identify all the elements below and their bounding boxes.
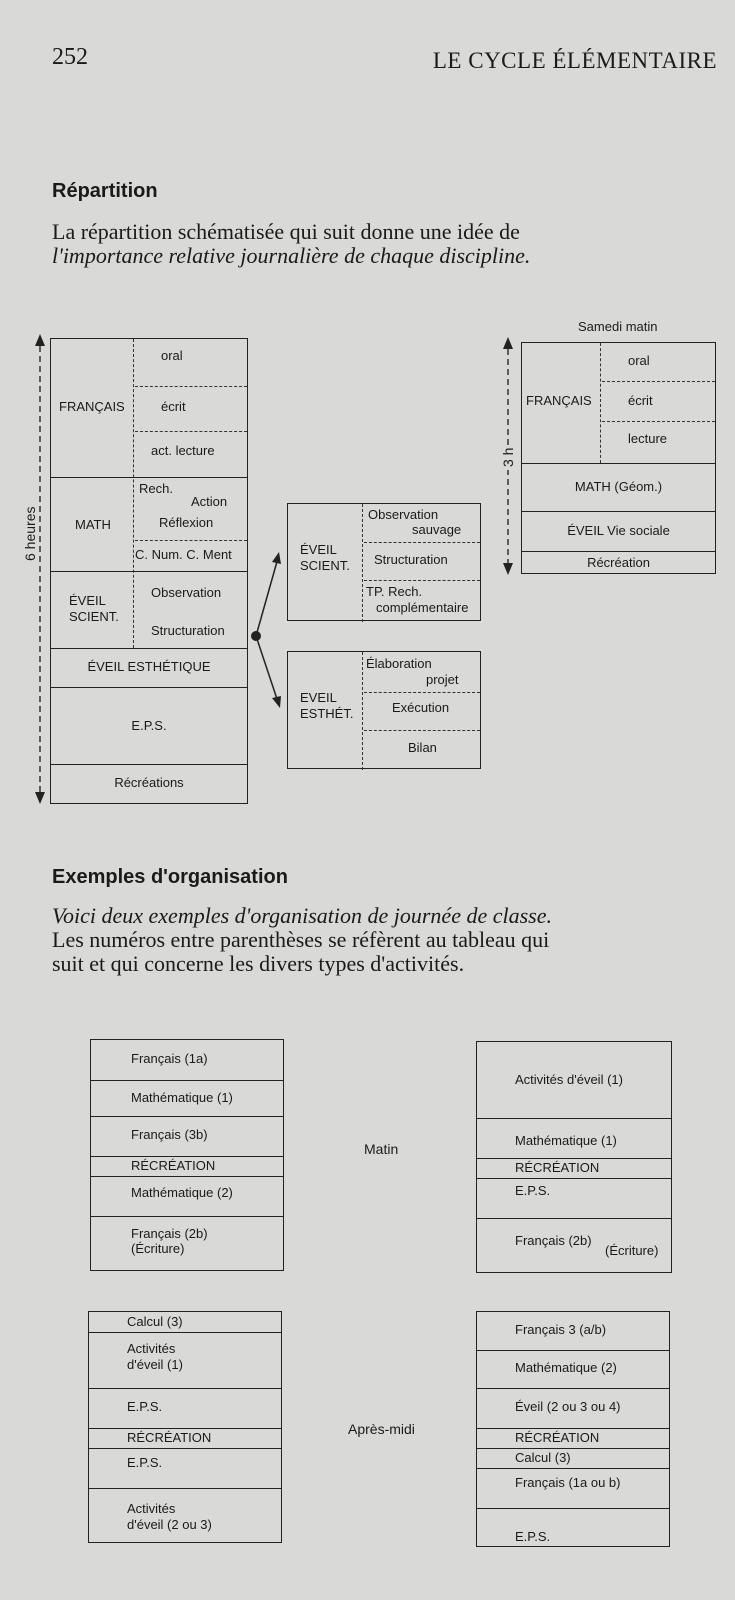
detail-scient-box	[287, 503, 481, 621]
schedule-right-morning	[476, 1041, 672, 1273]
duration-arrow	[28, 334, 52, 804]
saturday-math: MATH (Géom.)	[574, 479, 663, 494]
left-morning-item-5: Mathématique (2)	[131, 1185, 233, 1200]
saturday-oral: oral	[628, 353, 650, 368]
left-morning-item-3: Français (3b)	[131, 1127, 208, 1142]
right-morning-item-2: Mathématique (1)	[515, 1133, 617, 1148]
left-afternoon-item-4: E.P.S.	[127, 1399, 163, 1414]
page-number: 252	[52, 44, 88, 70]
daily-eps: E.P.S.	[131, 718, 167, 733]
esthet-projet: projet	[426, 672, 459, 687]
scient-complementaire: complémentaire	[376, 600, 469, 615]
saturday-lecture: lecture	[628, 431, 668, 446]
left-afternoon-item-3: d'éveil (1)	[127, 1357, 183, 1372]
daily-action: Action	[191, 494, 228, 509]
daily-reflexion: Réflexion	[159, 515, 214, 530]
detail-esthet-box	[287, 651, 481, 769]
right-afternoon-item-6: Français (1a ou b)	[515, 1475, 621, 1490]
duration-label: 6 heures	[22, 504, 38, 564]
daily-box	[50, 338, 248, 804]
left-afternoon-item-5: RÉCRÉATION	[127, 1430, 212, 1445]
right-afternoon-item-7: E.P.S.	[515, 1529, 551, 1544]
left-morning-item-7: (Écriture)	[131, 1241, 185, 1256]
daily-math: MATH	[75, 517, 111, 532]
daily-structuration: Structuration	[151, 623, 225, 638]
esthet-bilan: Bilan	[408, 740, 437, 755]
daily-c-num: C. Num. C. Ment	[135, 547, 232, 562]
left-morning-item-6: Français (2b)	[131, 1226, 208, 1241]
daily-recreations: Récréations	[114, 775, 184, 790]
left-afternoon-item-6: E.P.S.	[127, 1455, 163, 1470]
esthet-label-2: ESTHÉT.	[300, 706, 354, 721]
right-afternoon-item-2: Mathématique (2)	[515, 1360, 617, 1375]
esthet-elaboration: Élaboration	[366, 656, 432, 671]
right-morning-item-3: RÉCRÉATION	[515, 1160, 600, 1175]
saturday-francais: FRANÇAIS	[526, 393, 592, 408]
right-morning-item-4: E.P.S.	[515, 1183, 551, 1198]
repartition-paragraph	[52, 220, 717, 268]
running-head: LE CYCLE ÉLÉMENTAIRE	[432, 48, 717, 73]
left-afternoon-item-1: Calcul (3)	[127, 1314, 183, 1329]
daily-eveil-scient-1: ÉVEIL	[69, 593, 106, 608]
schedule-left-afternoon	[88, 1311, 282, 1543]
esthet-execution: Exécution	[392, 700, 450, 715]
saturday-box	[521, 342, 716, 574]
exemples-paragraph	[52, 904, 717, 976]
left-afternoon-item-7: Activités	[127, 1501, 176, 1516]
daily-observation: Observation	[151, 585, 222, 600]
matin-label: Matin	[364, 1141, 399, 1157]
saturday-eveil: ÉVEIL Vie sociale	[567, 523, 670, 538]
scient-observation: Observation	[368, 507, 439, 522]
scient-sauvage: sauvage	[412, 522, 462, 537]
right-afternoon-item-1: Français 3 (a/b)	[515, 1322, 607, 1337]
scient-label-2: SCIENT.	[300, 558, 350, 573]
right-afternoon-item-3: Éveil (2 ou 3 ou 4)	[515, 1399, 621, 1414]
daily-oral: oral	[161, 348, 183, 363]
daily-ecrit: écrit	[161, 399, 186, 414]
daily-act-lecture: act. lecture	[151, 443, 215, 458]
saturday-duration: 3 h	[500, 445, 516, 470]
scient-tp-rech: TP. Rech.	[366, 584, 423, 599]
saturday-recreation: Récréation	[587, 555, 650, 570]
section-heading-exemples: Exemples d'organisation	[52, 866, 288, 888]
daily-eveil-esthetique: ÉVEIL ESTHÉTIQUE	[87, 659, 211, 674]
saturday-ecrit: écrit	[628, 393, 653, 408]
right-afternoon-item-4: RÉCRÉATION	[515, 1430, 600, 1445]
schedule-right-afternoon	[476, 1311, 670, 1547]
connector-arrows	[248, 550, 288, 710]
left-afternoon-item-8: d'éveil (2 ou 3)	[127, 1517, 212, 1532]
left-morning-item-1: Français (1a)	[131, 1051, 208, 1066]
apres-midi-label: Après-midi	[348, 1421, 415, 1437]
esthet-label-1: EVEIL	[300, 690, 337, 705]
daily-eveil-scient-2: SCIENT.	[69, 609, 119, 624]
left-morning-item-2: Mathématique (1)	[131, 1090, 233, 1105]
left-afternoon-item-2: Activités	[127, 1341, 176, 1356]
saturday-title: Samedi matin	[578, 319, 658, 334]
schedule-left-morning	[90, 1039, 284, 1271]
exemples-line-2: Les numéros entre parenthèses se réfèrent au tableau qui	[52, 927, 550, 952]
right-afternoon-item-5: Calcul (3)	[515, 1450, 571, 1465]
exemples-line-1: Voici deux exemples d'organisation de journée de classe.	[52, 903, 552, 928]
scient-label-1: ÉVEIL	[300, 542, 337, 557]
daily-francais: FRANÇAIS	[59, 399, 125, 414]
right-morning-item-5: Français (2b)	[515, 1233, 592, 1248]
daily-rech: Rech.	[139, 481, 173, 496]
right-morning-item-1: Activités d'éveil (1)	[515, 1072, 623, 1087]
right-morning-item-6: (Écriture)	[605, 1243, 659, 1258]
exemples-line-3: suit et qui concerne les divers types d'activités.	[52, 951, 465, 976]
repartition-line-1: La répartition schématisée qui suit donne une idée de	[52, 219, 520, 244]
section-heading-repartition: Répartition	[52, 180, 158, 202]
scient-structuration: Structuration	[374, 552, 448, 567]
left-morning-item-4: RÉCRÉATION	[131, 1158, 216, 1173]
repartition-line-2: l'importance relative journalière de chaque discipline.	[52, 243, 531, 268]
